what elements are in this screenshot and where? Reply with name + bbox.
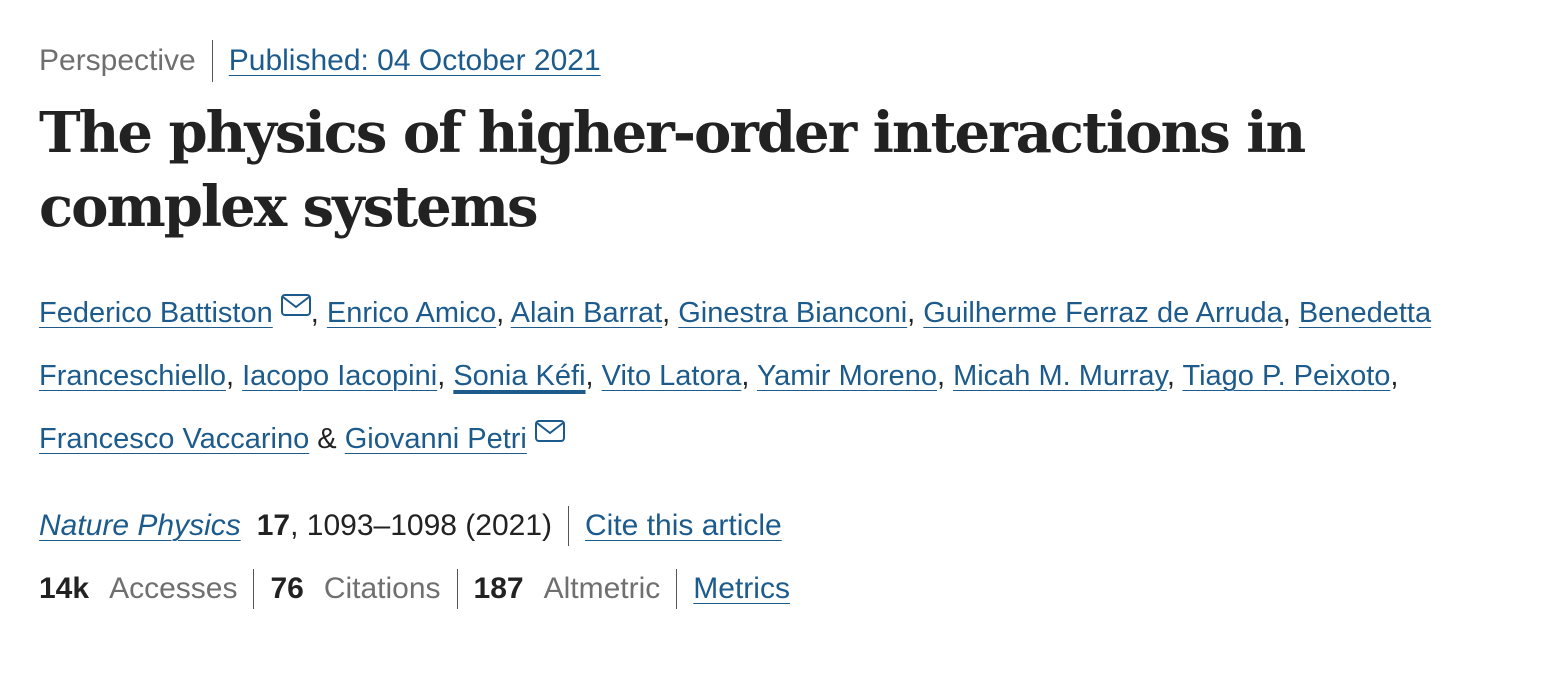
citations-label: Citations <box>323 572 441 605</box>
author-separator: , <box>907 297 924 329</box>
accesses-count: 14k <box>39 572 90 605</box>
divider <box>212 40 213 82</box>
author-link[interactable]: Guilherme Ferraz de Arruda <box>923 297 1283 329</box>
author-link[interactable]: Federico Battiston <box>39 297 273 329</box>
article-title: The physics of higher-order interactions in complex systems <box>39 100 1305 240</box>
divider <box>568 506 569 546</box>
article-type: Perspective <box>39 44 196 77</box>
author-link[interactable]: Alain Barrat <box>510 297 663 329</box>
journal-name-link[interactable]: Nature Physics <box>39 509 241 542</box>
journal-volume: 17 <box>256 509 291 542</box>
metrics-link[interactable]: Metrics <box>693 572 790 605</box>
article-meta <box>39 40 601 82</box>
author-separator: , <box>1282 297 1299 329</box>
divider <box>457 569 458 609</box>
cite-article-link[interactable]: Cite this article <box>585 509 782 542</box>
author-link[interactable]: Sonia Kéfi <box>453 360 586 392</box>
author-list <box>39 282 1519 471</box>
author-link[interactable]: Ginestra Bianconi <box>678 297 908 329</box>
altmetric-label: Altmetric <box>543 572 661 605</box>
author-separator: , <box>585 360 602 392</box>
author-link[interactable]: Yamir Moreno <box>756 360 937 392</box>
author-link[interactable]: Enrico Amico <box>326 297 497 329</box>
author-link[interactable]: Francesco Vaccarino <box>39 423 310 455</box>
author-separator: , <box>1166 360 1183 392</box>
citations-count: 76 <box>270 572 304 605</box>
author-separator: , <box>225 360 243 392</box>
mail-icon[interactable] <box>281 294 311 316</box>
author-link[interactable]: Micah M. Murray <box>953 360 1167 392</box>
author-separator: , <box>741 360 757 392</box>
mail-icon[interactable] <box>535 420 565 442</box>
altmetric-score: 187 <box>473 572 524 605</box>
divider <box>253 569 254 609</box>
author-separator: , <box>662 297 679 329</box>
author-separator: , <box>936 360 954 392</box>
author-separator: , <box>1390 360 1399 392</box>
divider <box>676 569 677 609</box>
journal-citation <box>39 505 782 547</box>
accesses-label: Accesses <box>109 572 238 605</box>
author-separator: & <box>309 423 345 455</box>
author-separator: , <box>310 297 327 329</box>
author-link[interactable]: Benedetta Franceschiello <box>39 297 1432 392</box>
author-link[interactable]: Giovanni Petri <box>344 423 527 455</box>
published-date-link[interactable]: Published: 04 October 2021 <box>228 44 601 77</box>
author-link[interactable]: Tiago P. Peixoto <box>1182 360 1391 392</box>
author-link[interactable]: Vito Latora <box>601 360 742 392</box>
author-separator: , <box>437 360 454 392</box>
journal-pages: , 1093–1098 (2021) <box>290 509 553 542</box>
author-link[interactable]: Iacopo Iacopini <box>242 360 438 392</box>
article-metrics <box>39 568 790 610</box>
author-separator: , <box>496 297 511 329</box>
